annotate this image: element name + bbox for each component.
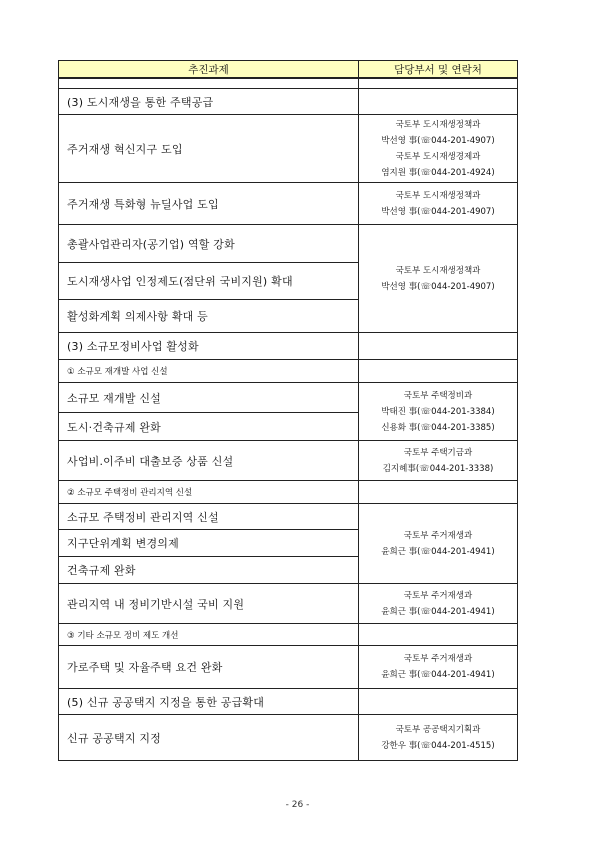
- contact-cell-empty: [359, 333, 518, 360]
- contact-person: 박태진 事(☏044-201-3384): [381, 406, 495, 417]
- table-row: [59, 715, 518, 761]
- contact-dept: 국토부 도시재생정책과: [395, 190, 481, 201]
- table-row: [59, 225, 518, 263]
- task-cell: 가로주택 및 자율주택 요건 완화: [59, 646, 359, 689]
- table-row: [59, 383, 518, 413]
- task-cell: 신규 공공택지 지정: [59, 715, 359, 761]
- contact-person: 박선영 事(☏044-201-4907): [381, 281, 495, 292]
- table-row: [59, 183, 518, 225]
- contact-dept: 국토부 주거재생과: [403, 590, 473, 601]
- contact-cell-empty: [359, 689, 518, 715]
- contact-cell: [359, 584, 518, 624]
- contact-dept: 국토부 주택기금과: [403, 447, 473, 458]
- header-task-column: 추진과제: [59, 61, 359, 79]
- contact-person: 염지원 事(☏044-201-4924): [381, 167, 495, 178]
- table-row: [59, 360, 518, 383]
- task-cell: 소규모 재개발 신설: [59, 383, 359, 413]
- table-row: [59, 333, 518, 360]
- task-cell: 도시재생사업 인정제도(점단위 국비지원) 확대: [59, 263, 359, 300]
- task-cell: 활성화계획 의제사항 확대 등: [59, 300, 359, 333]
- contact-cell-empty: [359, 481, 518, 504]
- contact-person: 윤희근 事(☏044-201-4941): [381, 670, 495, 680]
- task-cell: 사업비.이주비 대출보증 상품 신설: [59, 441, 359, 481]
- table-row: [59, 89, 518, 115]
- subsection-heading: ③ 기타 소규모 정비 제도 개선: [59, 624, 359, 646]
- spacer-row: [59, 78, 518, 89]
- contact-cell: [359, 715, 518, 761]
- contact-cell: [359, 441, 518, 481]
- table-row: [59, 481, 518, 504]
- header-dept-column: 담당부서 및 연락처: [359, 61, 518, 79]
- contact-person: 강한우 事(☏044-201-4515): [381, 740, 495, 751]
- table-row: [59, 689, 518, 715]
- section-heading: (5) 신규 공공택지 지정을 통한 공급확대: [59, 689, 359, 715]
- task-cell: 도시·건축규제 완화: [59, 413, 359, 441]
- contact-person: 박선영 事(☏044-201-4907): [381, 206, 495, 217]
- section-heading: (3) 소규모정비사업 활성화: [59, 333, 359, 360]
- page-number: - 26 -: [285, 800, 310, 810]
- contact-cell: [359, 225, 518, 333]
- contact-dept: 국토부 도시재생경제과: [395, 151, 481, 162]
- table-row: [59, 646, 518, 689]
- table-row: [59, 584, 518, 624]
- table-row: [59, 504, 518, 530]
- contact-cell: [359, 115, 518, 183]
- task-cell: 소규모 주택정비 관리지역 신설: [59, 504, 359, 530]
- contact-cell: [359, 504, 518, 584]
- subsection-heading: ① 소규모 재개발 사업 신설: [59, 360, 359, 383]
- task-cell: 주거재생 특화형 뉴딜사업 도입: [59, 183, 359, 225]
- task-cell: 관리지역 내 정비기반시설 국비 지원: [59, 584, 359, 624]
- contact-cell-empty: [359, 624, 518, 646]
- contact-person: 윤희근 事(☏044-201-4941): [381, 546, 495, 557]
- contact-person: 신용화 事(☏044-201-3385): [381, 422, 495, 433]
- contact-cell-empty: [359, 360, 518, 383]
- contact-person: 윤희근 事(☏044-201-4941): [381, 606, 495, 617]
- task-cell: 건축규제 완화: [59, 557, 359, 584]
- task-cell: 총괄사업관리자(공기업) 역할 강화: [59, 225, 359, 263]
- contact-dept: 국토부 도시재생정책과: [395, 265, 481, 276]
- contact-person: 김지혜事(☏044-201-3338): [382, 463, 494, 474]
- contact-cell: [359, 383, 518, 441]
- contact-person: 박선영 事(☏044-201-4907): [381, 135, 495, 146]
- task-cell: 지구단위계획 변경의제: [59, 530, 359, 557]
- section-heading: (3) 도시재생을 통한 주택공급: [59, 89, 359, 115]
- contact-dept: 국토부 도시재생정책과: [395, 119, 481, 130]
- contact-dept: 국토부 주거재생과: [403, 654, 473, 664]
- contact-dept: 국토부 공공택지기획과: [395, 724, 481, 735]
- table-row: [59, 441, 518, 481]
- subsection-heading: ② 소규모 주택정비 관리지역 신설: [59, 481, 359, 504]
- table-row: [59, 624, 518, 646]
- contact-dept: 국토부 주택정비과: [403, 390, 473, 401]
- task-contact-table: [58, 60, 518, 761]
- contact-dept: 국토부 주거재생과: [403, 530, 473, 541]
- contact-cell-empty: [359, 89, 518, 115]
- task-cell: 주거재생 혁신지구 도입: [59, 115, 359, 183]
- table-row: [59, 115, 518, 183]
- contact-cell: [359, 183, 518, 225]
- contact-cell: [359, 646, 518, 689]
- table-header-row: [59, 61, 518, 79]
